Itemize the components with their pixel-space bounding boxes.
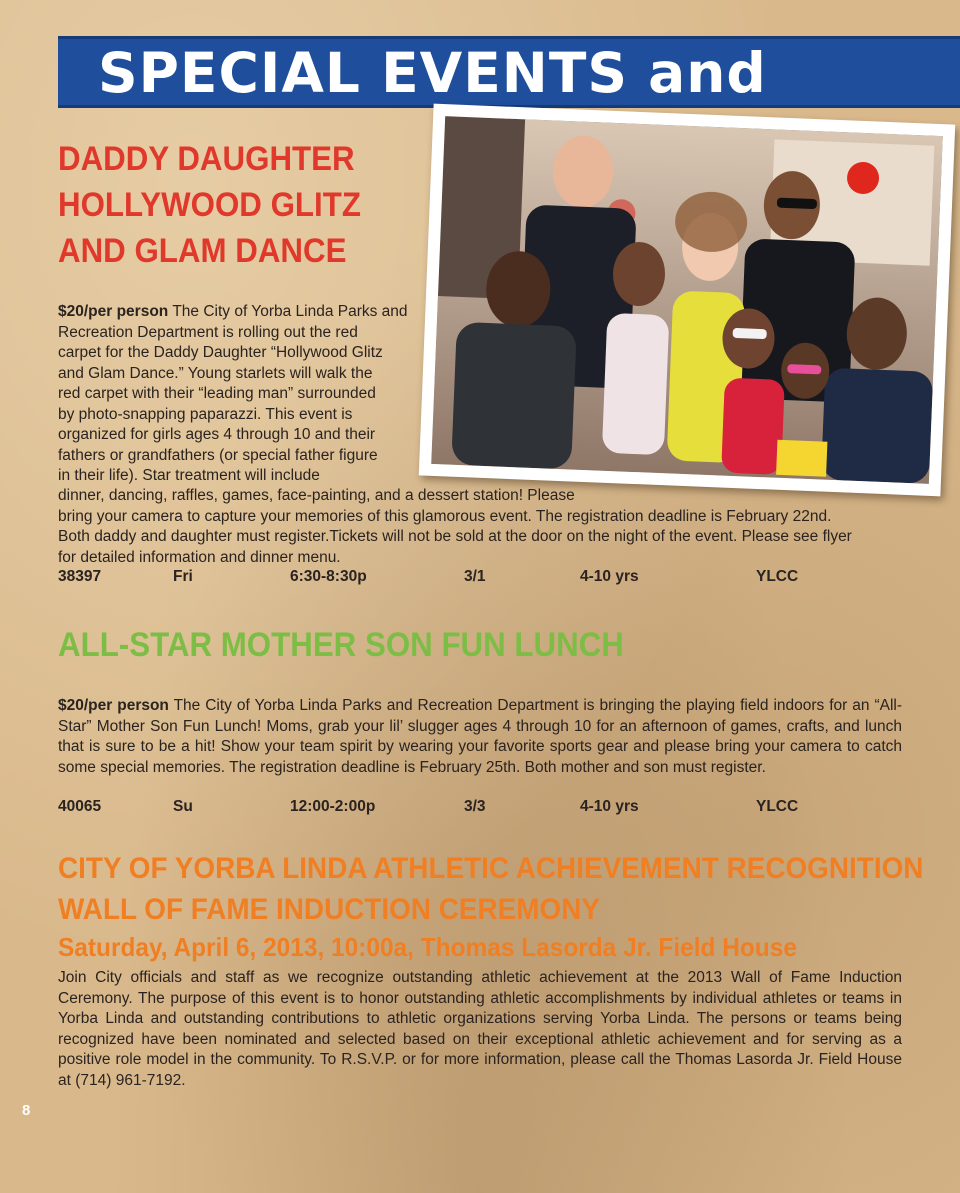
event1-wide-line1: dinner, dancing, raffles, games, face-painting, and a dessert station! Please	[58, 487, 575, 504]
activity-code: 40065	[58, 798, 102, 815]
event2-description	[58, 696, 902, 778]
event1-title-line2: HOLLYWOOD GLITZ	[58, 186, 361, 224]
event1-text-line3: carpet for the Daddy Daughter “Hollywood Glitz	[58, 344, 383, 361]
event1-text-line1: The City of Yorba Linda Parks and	[172, 303, 408, 320]
event3-title-line1: CITY OF YORBA LINDA ATHLETIC ACHIEVEMENT RECOGNITION	[58, 852, 924, 885]
event1-wide-line4: for detailed information and dinner menu.	[58, 548, 341, 566]
event1-description-wide	[58, 486, 904, 568]
day: Fri	[173, 568, 193, 585]
event3-subtitle: Saturday, April 6, 2013, 10:00a, Thomas Lasorda Jr. Field House	[58, 932, 797, 962]
event1-text-line2: Recreation Department is rolling out the red	[58, 323, 358, 341]
ages: 4-10 yrs	[580, 568, 639, 585]
banner-title: SPECIAL EVENTS and	[98, 41, 767, 105]
event1-title-line1: DADDY DAUGHTER	[58, 140, 355, 178]
event1-description-narrow	[58, 302, 408, 487]
event1-wide-line2: bring your camera to capture your memories of this glamorous event. The registration deadline is February 22nd.	[58, 507, 832, 525]
time: 6:30-8:30p	[290, 568, 367, 585]
activity-code: 38397	[58, 568, 102, 585]
event1-text-line9: in their life). Star treatment will include	[58, 467, 320, 484]
dance-photo-image	[431, 116, 943, 484]
event1-title-line3: AND GLAM DANCE	[58, 232, 347, 270]
event3-description: Join City officials and staff as we recognize outstanding athletic achievement at the 2013 Wall of Fame Induction Ceremony. The purpose of this event is to honor outstanding athletic accomplishments by individual athletes or teams in Yorba Linda and outstanding contributions to athletic organizations serving Yorba Linda. The persons or teams being recognized have been nominated and selected based on their exceptional athletic achievement and for serving as a positive role model in the community. To R.S.V.P. or for more information, please call the Thomas Lasorda Jr. Field House at (714) 961-7192.	[58, 969, 902, 1089]
location: YLCC	[756, 568, 799, 585]
event2-price: $20/per person	[58, 697, 169, 714]
date: 3/3	[464, 798, 486, 815]
event3-title-line2: WALL OF FAME INDUCTION CEREMONY	[58, 893, 600, 926]
day: Su	[173, 798, 193, 815]
page-number: 8	[22, 1102, 31, 1119]
event2-title: ALL-STAR MOTHER SON FUN LUNCH	[58, 626, 624, 664]
event1-text-line6: by photo-snapping paparazzi. This event is	[58, 405, 353, 423]
location: YLCC	[756, 798, 799, 815]
event1-price: $20/per person	[58, 303, 169, 320]
event1-text-line7: organized for girls ages 4 through 10 and their	[58, 426, 376, 443]
time: 12:00-2:00p	[290, 798, 376, 815]
dance-photo	[419, 104, 956, 497]
event1-text-line8: fathers or grandfathers (or special father figure	[58, 446, 378, 464]
ages: 4-10 yrs	[580, 798, 639, 815]
event1-wide-line3: Both daddy and daughter must register.Tickets will not be sold at the door on the night of the event. Please see flyer	[58, 528, 852, 545]
event1-text-line4: and Glam Dance.” Young starlets will walk the	[58, 364, 373, 382]
event2-text: The City of Yorba Linda Parks and Recreation Department is bringing the playing field indoors for an “All-Star” Mother Son Fun Lunch! Moms, grab your lil’ slugger ages 4 through 10 for an afternoon of games, crafts, and lunch that is sure to be a hit! Show your team spirit by wearing your favorite sports gear and please bring your camera to catch some special memories. The registration deadline is February 25th. Both mother and son must register.	[58, 697, 903, 776]
date: 3/1	[464, 568, 486, 585]
section-banner	[58, 36, 960, 108]
event2-schedule-row	[58, 798, 904, 820]
event1-text-line5: red carpet with their “leading man” surrounded	[58, 385, 376, 402]
event1-schedule-row	[58, 568, 904, 590]
